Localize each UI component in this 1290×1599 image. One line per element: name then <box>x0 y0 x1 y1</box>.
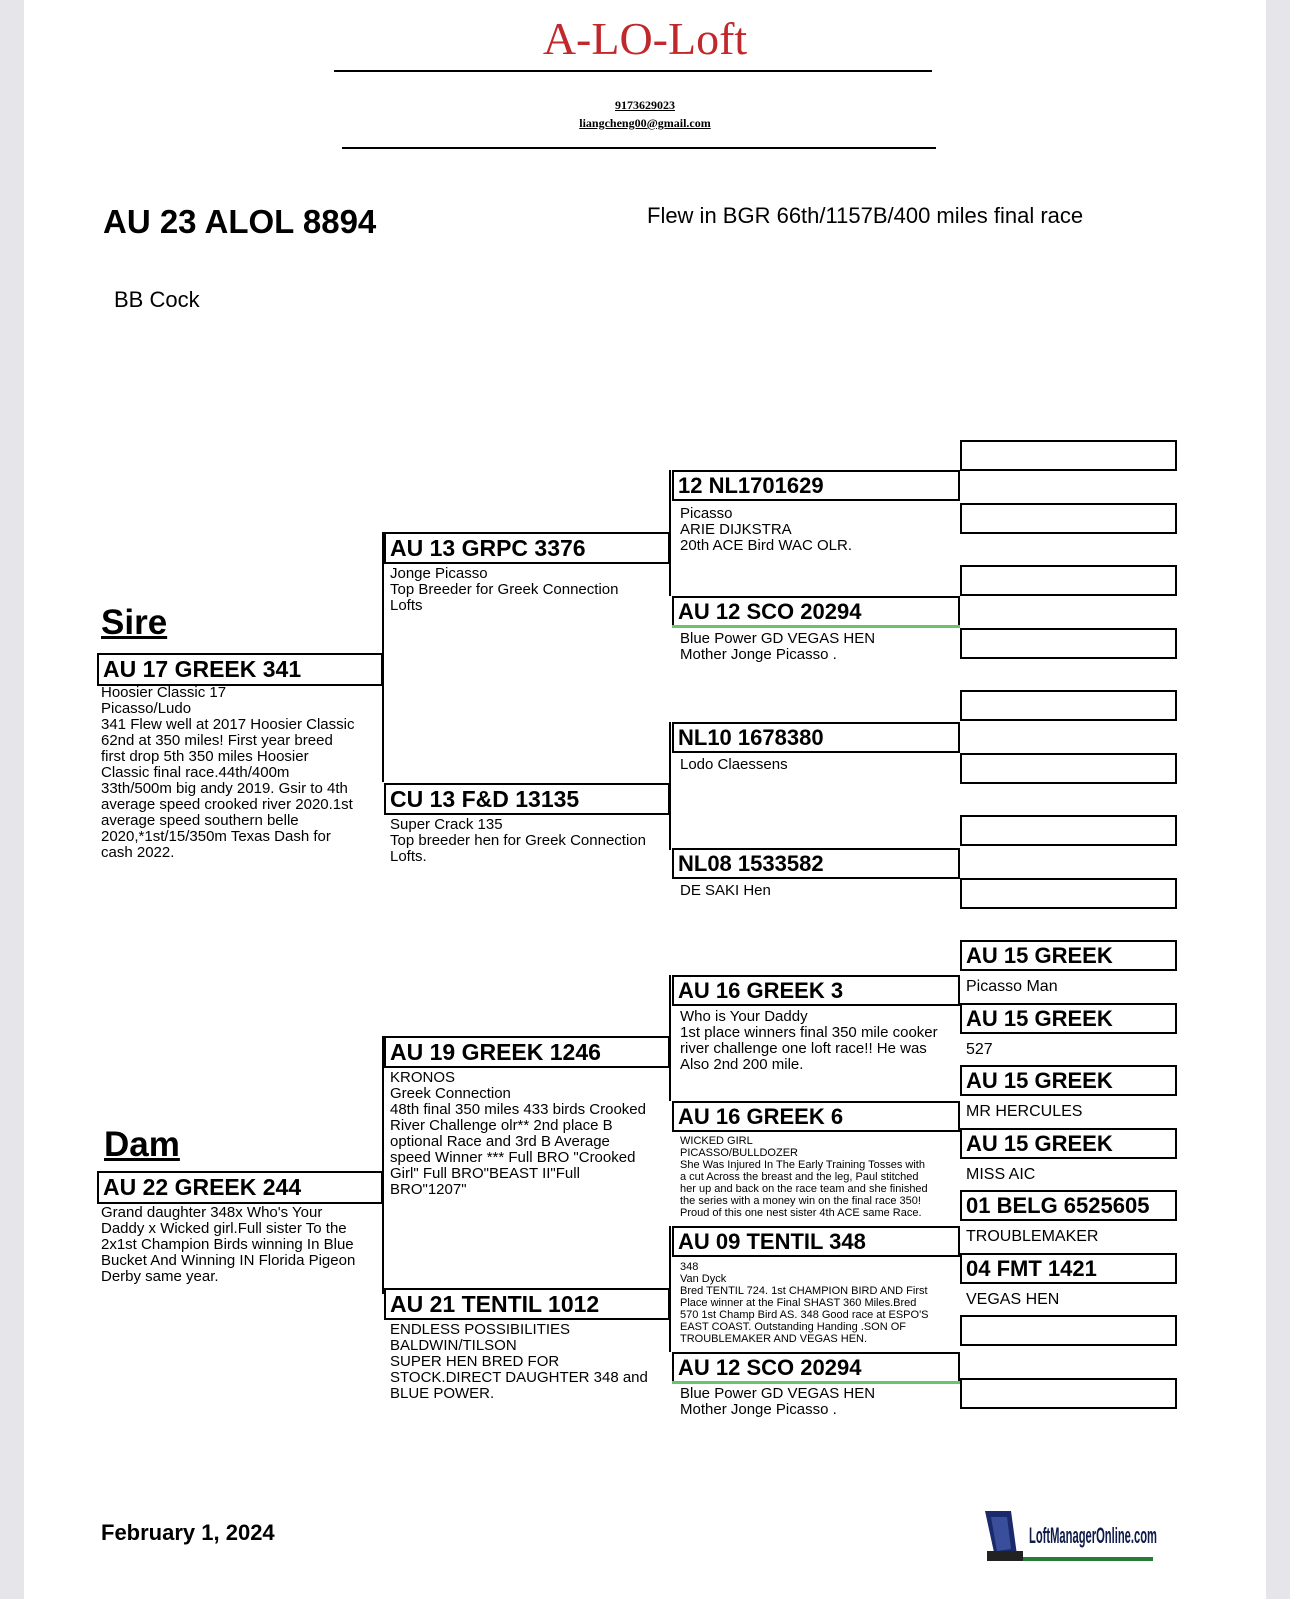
sire-dam-notes-line: Super Crack 135 <box>390 816 503 833</box>
green-underline <box>672 1381 960 1384</box>
bird-sex-color: BB Cock <box>114 287 200 312</box>
dam-sire-notes-line: optional Race and 3rd B Average <box>390 1133 610 1150</box>
sire-band: AU 17 GREEK 341 <box>97 653 383 686</box>
gen3-notes-8-line: Mother Jonge Picasso . <box>680 1401 837 1418</box>
sire-notes-line: 33th/500m big andy 2019. Gsir to 4th <box>101 780 348 797</box>
gen3-band-8: AU 12 SCO 20294 <box>672 1352 960 1383</box>
gen4-band-12: AU 15 GREEK <box>960 1128 1177 1159</box>
print-date: February 1, 2024 <box>101 1520 275 1545</box>
gen4-band-3 <box>960 565 1177 596</box>
sire-sire-notes-line: Top Breeder for Greek Connection <box>390 581 619 598</box>
gen4-band-6 <box>960 753 1177 784</box>
gen4-band-1 <box>960 440 1177 471</box>
gen4-note-9: Picasso Man <box>966 978 1058 995</box>
sire-sire-notes-line: Lofts <box>390 597 423 614</box>
gen3-band-7: AU 09 TENTIL 348 <box>672 1226 960 1257</box>
gen3-notes-5-line: 1st place winners final 350 mile cooker <box>680 1024 938 1041</box>
sire-notes-line: cash 2022. <box>101 844 175 861</box>
gen4-band-11: AU 15 GREEK <box>960 1065 1177 1096</box>
gen3-notes-2-line: Blue Power GD VEGAS HEN <box>680 630 876 647</box>
dam-sire-notes-line: speed Winner *** Full BRO "Crooked <box>390 1149 636 1166</box>
pedigree-page <box>24 0 1266 1599</box>
gen4-note-14: VEGAS HEN <box>966 1291 1060 1308</box>
gen4-band-5 <box>960 690 1177 721</box>
connector <box>382 1036 384 1294</box>
sire-notes-line: Picasso/Ludo <box>101 700 192 717</box>
header-rule-bottom <box>342 147 936 149</box>
phone: 9173629023 <box>615 98 675 112</box>
sire-dam-notes-line: Lofts. <box>390 848 427 865</box>
gen3-notes-7-line: 570 1st Champ Bird AS. 348 Good race at ESPO'S <box>680 1309 929 1321</box>
gen4-band-2 <box>960 503 1177 534</box>
dam-dam-notes <box>390 1322 675 1402</box>
dam-dam-notes-line: BLUE POWER. <box>390 1385 495 1402</box>
dam-dam-band: AU 21 TENTIL 1012 <box>384 1288 670 1320</box>
gen4-note-12: MISS AIC <box>966 1166 1036 1183</box>
connector <box>669 1226 671 1352</box>
gen3-notes-1 <box>680 506 965 554</box>
sire-notes-line: average speed southern belle <box>101 812 299 829</box>
gen4-note-10: 527 <box>966 1041 993 1058</box>
gen3-notes-6-line: a cut Across the breast and the leg, Paul stitched <box>680 1171 919 1183</box>
sire-notes-line: first drop 5th 350 miles Hoosier <box>101 748 309 765</box>
sire-notes-line: Hoosier Classic 17 <box>101 684 227 701</box>
dam-sire-notes-line: 48th final 350 miles 433 birds Crooked <box>390 1101 646 1118</box>
dam-sire-notes-line: KRONOS <box>390 1069 456 1086</box>
gen3-notes-1-line: Picasso <box>680 505 733 522</box>
gen3-notes-6-line: WICKED GIRL <box>680 1135 753 1147</box>
email: liangcheng00@gmail.com <box>579 116 711 130</box>
gen3-band-6: AU 16 GREEK 6 <box>672 1101 960 1132</box>
sire-notes-line: 341 Flew well at 2017 Hoosier Classic <box>101 716 355 733</box>
gen3-notes-7-line: Bred TENTIL 724. 1st CHAMPION BIRD AND First <box>680 1285 928 1297</box>
gen4-band-13: 01 BELG 6525605 <box>960 1190 1177 1221</box>
gen3-notes-5-line: Also 2nd 200 mile. <box>680 1056 804 1073</box>
dam-dam-notes-line: BALDWIN/TILSON <box>390 1337 517 1354</box>
gen3-notes-4-line: DE SAKI Hen <box>680 882 771 899</box>
gen3-notes-8-line: Blue Power GD VEGAS HEN <box>680 1385 876 1402</box>
gen3-notes-3-line: Lodo Claessens <box>680 756 788 773</box>
loft-name: A-LO-Loft <box>542 13 748 64</box>
gen3-notes-5 <box>680 1009 965 1073</box>
bird-band-number: AU 23 ALOL 8894 <box>103 203 377 240</box>
sire-notes-line: average speed crooked river 2020.1st <box>101 796 353 813</box>
gen3-notes-6-line: her up and back on the race team and she finished <box>680 1183 928 1195</box>
gen3-band-2: AU 12 SCO 20294 <box>672 596 960 627</box>
dam-sire-notes-line: River Challenge olr** 2nd place B <box>390 1117 613 1134</box>
sire-sire-band: AU 13 GRPC 3376 <box>384 532 670 564</box>
gen3-band-1: 12 NL1701629 <box>672 470 960 501</box>
sire-dam-notes <box>390 817 675 865</box>
gen3-notes-6-line: She Was Injured In The Early Training Tosses with <box>680 1159 925 1171</box>
dam-sire-band: AU 19 GREEK 1246 <box>384 1036 670 1068</box>
dam-heading: Dam <box>104 1125 180 1164</box>
gen3-notes-8 <box>680 1386 965 1418</box>
bird-race-note: Flew in BGR 66th/1157B/400 miles final race <box>647 203 1084 228</box>
sire-dam-notes-line: Top breeder hen for Greek Connection <box>390 832 646 849</box>
gen3-notes-2-line: Mother Jonge Picasso . <box>680 646 837 663</box>
gen3-notes-6 <box>680 1135 965 1219</box>
dam-dam-notes-line: SUPER HEN BRED FOR <box>390 1353 560 1370</box>
gen3-notes-2 <box>680 631 965 663</box>
sire-notes-line: 2020,*1st/15/350m Texas Dash for <box>101 828 331 845</box>
gen3-notes-3 <box>680 757 965 773</box>
dam-dam-notes-line: STOCK.DIRECT DAUGHTER 348 and <box>390 1369 648 1386</box>
sire-sire-notes-line: Jonge Picasso <box>390 565 488 582</box>
gen4-band-8 <box>960 878 1177 909</box>
dam-notes-line: Bucket And Winning IN Florida Pigeon <box>101 1252 356 1269</box>
dam-notes-line: Grand daughter 348x Who's Your <box>101 1204 323 1221</box>
dam-notes-line: Daddy x Wicked girl.Full sister To the <box>101 1220 347 1237</box>
gen3-notes-7-line: 348 <box>680 1261 699 1273</box>
gen4-note-11: MR HERCULES <box>966 1103 1083 1120</box>
sire-heading: Sire <box>101 603 168 642</box>
gen3-notes-5-line: Who is Your Daddy <box>680 1008 808 1025</box>
connector <box>669 722 671 850</box>
dam-sire-notes-line: BRO"1207" <box>390 1181 467 1198</box>
connector <box>382 532 384 782</box>
dam-notes-line: Derby same year. <box>101 1268 219 1285</box>
sire-notes <box>101 685 391 861</box>
gen3-notes-6-line: Proud of this one nest sister 4th ACE same Race. <box>680 1207 922 1219</box>
gen3-notes-7-line: EAST COAST. Outstanding Handing .SON OF <box>680 1321 907 1333</box>
gen4-band-16 <box>960 1378 1177 1409</box>
gen3-notes-1-line: 20th ACE Bird WAC OLR. <box>680 537 853 554</box>
gen4-band-15 <box>960 1315 1177 1346</box>
gen4-band-10: AU 15 GREEK <box>960 1003 1177 1034</box>
gen4-note-13: TROUBLEMAKER <box>966 1228 1099 1245</box>
gen3-notes-7-line: TROUBLEMAKER AND VEGAS HEN. <box>680 1333 868 1345</box>
connector <box>669 470 671 596</box>
sire-dam-band: CU 13 F&D 13135 <box>384 783 670 815</box>
logo-text: LoftManagerOnline.com <box>1029 1523 1157 1548</box>
gen3-notes-5-line: river challenge one loft race!! He was <box>680 1040 927 1057</box>
loftmanager-logo <box>977 1507 1162 1567</box>
gen4-band-4 <box>960 628 1177 659</box>
gen3-band-3: NL10 1678380 <box>672 722 960 753</box>
gen3-band-4: NL08 1533582 <box>672 848 960 879</box>
connector <box>669 975 671 1101</box>
gen3-notes-4 <box>680 883 965 899</box>
gen4-band-14: 04 FMT 1421 <box>960 1253 1177 1284</box>
sire-sire-notes <box>390 566 670 614</box>
gen3-notes-1-line: ARIE DIJKSTRA <box>680 521 792 538</box>
gen3-band-5: AU 16 GREEK 3 <box>672 975 960 1006</box>
gen3-notes-6-line: PICASSO/BULLDOZER <box>680 1147 798 1159</box>
gen4-band-9: AU 15 GREEK <box>960 940 1177 971</box>
dam-notes-line: 2x1st Champion Birds winning In Blue <box>101 1236 354 1253</box>
dam-band: AU 22 GREEK 244 <box>97 1171 383 1204</box>
dam-sire-notes-line: Greek Connection <box>390 1085 511 1102</box>
sire-notes-line: Classic final race.44th/400m <box>101 764 290 781</box>
green-underline <box>672 625 960 628</box>
gen3-notes-7-line: Van Dyck <box>680 1273 727 1285</box>
gen4-band-7 <box>960 815 1177 846</box>
dam-dam-notes-line: ENDLESS POSSIBILITIES <box>390 1321 571 1338</box>
dam-notes <box>101 1205 391 1285</box>
sire-notes-line: 62nd at 350 miles! First year breed <box>101 732 333 749</box>
gen3-notes-7 <box>680 1261 965 1345</box>
dam-sire-notes <box>390 1070 675 1198</box>
dam-sire-notes-line: Girl" Full BRO"BEAST II"Full <box>390 1165 580 1182</box>
header-rule-top <box>334 70 932 72</box>
gen3-notes-7-line: Place winner at the Final SHAST 360 Miles.Bred <box>680 1297 917 1309</box>
gen3-notes-6-line: the series with a money win on the final race 350! <box>680 1195 921 1207</box>
